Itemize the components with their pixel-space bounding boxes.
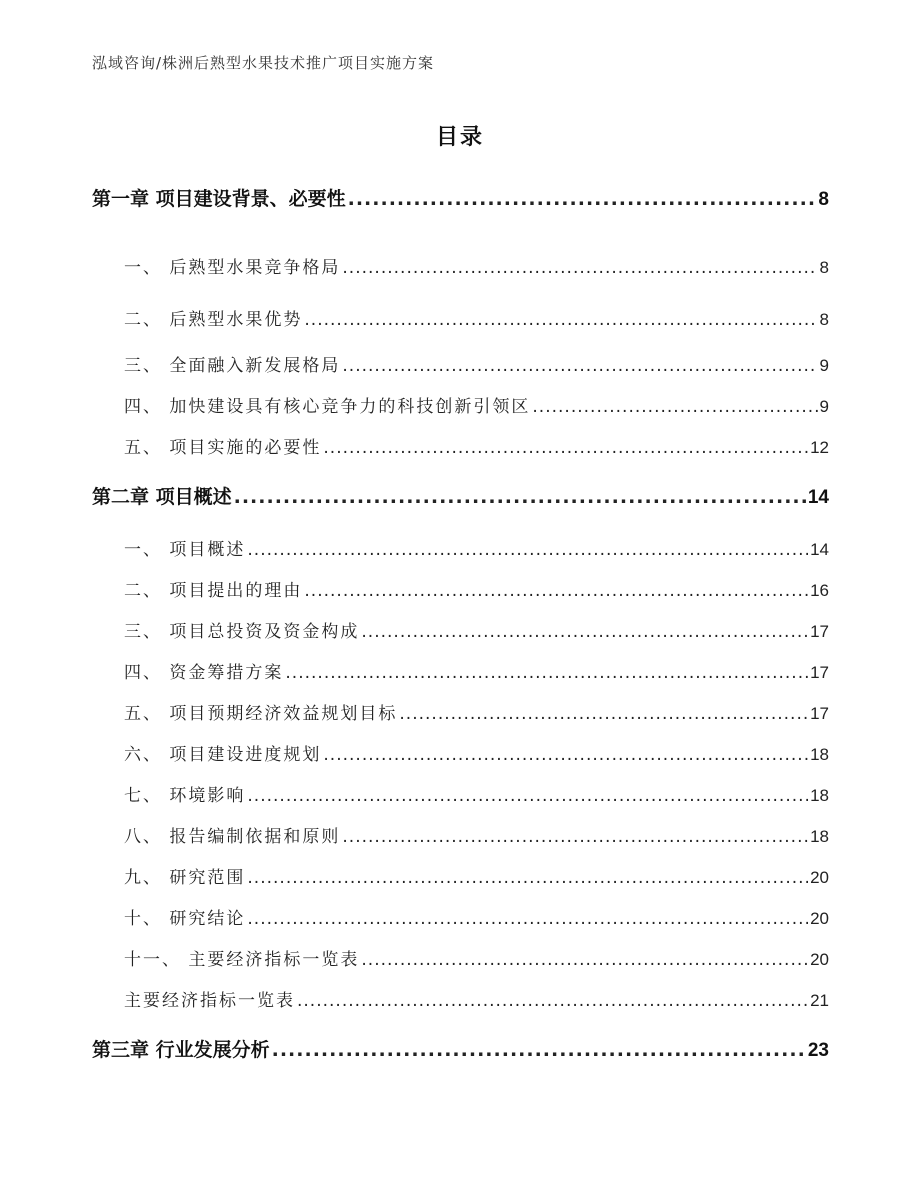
dot-leader bbox=[247, 868, 808, 888]
toc-section-entry[interactable] bbox=[92, 535, 829, 560]
dot-leader bbox=[532, 397, 817, 417]
toc-entry-label: 九、 研究范围 bbox=[124, 868, 246, 888]
toc-page-number: 17 bbox=[810, 622, 829, 641]
toc-section-entry[interactable] bbox=[92, 658, 829, 683]
toc-section-entry[interactable] bbox=[92, 576, 829, 601]
toc-entry-label: 四、 资金筹措方案 bbox=[124, 663, 284, 683]
toc-entry-label: 第一章 项目建设背景、必要性 bbox=[92, 188, 346, 210]
dot-leader bbox=[342, 258, 817, 278]
toc-page-number: 14 bbox=[810, 540, 829, 559]
toc-entry-label: 四、 加快建设具有核心竞争力的科技创新引领区 bbox=[124, 397, 531, 417]
toc-entry-label: 五、 项目实施的必要性 bbox=[124, 438, 322, 458]
toc-section-entry[interactable] bbox=[92, 253, 829, 278]
toc-entry-label: 八、 报告编制依据和原则 bbox=[124, 827, 341, 847]
dot-leader bbox=[361, 950, 808, 970]
dot-leader bbox=[342, 827, 808, 847]
toc-section-entry[interactable] bbox=[92, 392, 829, 417]
toc-page-number: 8 bbox=[818, 189, 829, 210]
toc-section-entry[interactable] bbox=[92, 351, 829, 376]
toc-entry-label: 五、 项目预期经济效益规划目标 bbox=[124, 704, 398, 724]
toc-page-number: 20 bbox=[810, 868, 829, 887]
dot-leader bbox=[348, 188, 817, 210]
dot-leader bbox=[399, 704, 808, 724]
dot-leader bbox=[272, 1039, 806, 1061]
dot-leader bbox=[361, 622, 808, 642]
dot-leader bbox=[234, 486, 806, 508]
toc-page-number: 17 bbox=[810, 704, 829, 723]
toc-section-entry[interactable] bbox=[92, 904, 829, 929]
toc-page-number: 18 bbox=[810, 786, 829, 805]
toc-page-number: 20 bbox=[810, 909, 829, 928]
toc-section-entry[interactable] bbox=[92, 433, 829, 458]
dot-leader bbox=[297, 991, 808, 1011]
toc-section-entry[interactable] bbox=[92, 617, 829, 642]
toc-page-number: 8 bbox=[819, 258, 829, 277]
toc-entry-label: 三、 项目总投资及资金构成 bbox=[124, 622, 360, 642]
dot-leader bbox=[304, 581, 808, 601]
dot-leader bbox=[342, 356, 817, 376]
toc-section-entry[interactable] bbox=[92, 945, 829, 970]
dot-leader bbox=[247, 540, 808, 560]
toc-page-number: 18 bbox=[810, 745, 829, 764]
toc-entry-label: 一、 后熟型水果竞争格局 bbox=[124, 258, 341, 278]
toc-section-entry[interactable] bbox=[92, 305, 829, 330]
toc-section-entry[interactable] bbox=[92, 699, 829, 724]
toc-entry-label: 七、 环境影响 bbox=[124, 786, 246, 806]
toc-entry-label: 主要经济指标一览表 bbox=[124, 991, 295, 1011]
toc-section-entry[interactable] bbox=[92, 781, 829, 806]
toc-page-number: 12 bbox=[810, 438, 829, 457]
toc-page-number: 20 bbox=[810, 950, 829, 969]
dot-leader bbox=[247, 786, 808, 806]
toc-page-number: 23 bbox=[807, 1040, 829, 1061]
toc-section-entry[interactable] bbox=[92, 740, 829, 765]
toc-entry-label: 六、 项目建设进度规划 bbox=[124, 745, 322, 765]
toc-entry-label: 二、 项目提出的理由 bbox=[124, 581, 303, 601]
toc-page-number: 18 bbox=[810, 827, 829, 846]
toc-page-number: 9 bbox=[819, 356, 829, 375]
toc-page-number: 9 bbox=[819, 397, 829, 416]
toc-chapter-entry[interactable] bbox=[92, 184, 829, 211]
toc-section-entry[interactable] bbox=[92, 986, 829, 1011]
toc-section-entry[interactable] bbox=[92, 822, 829, 847]
toc-page-number: 16 bbox=[810, 581, 829, 600]
toc-page-number: 14 bbox=[807, 487, 829, 508]
toc-chapter-entry[interactable] bbox=[92, 482, 829, 509]
dot-leader bbox=[323, 438, 808, 458]
dot-leader bbox=[323, 745, 808, 765]
toc-section-entry[interactable] bbox=[92, 863, 829, 888]
toc-title: 目录 bbox=[435, 125, 484, 150]
toc-entry-label: 第二章 项目概述 bbox=[92, 486, 232, 508]
toc-page-number: 8 bbox=[819, 310, 829, 329]
toc-entry-label: 十、 研究结论 bbox=[124, 909, 246, 929]
toc-entry-label: 一、 项目概述 bbox=[124, 540, 246, 560]
toc-entry-label: 第三章 行业发展分析 bbox=[92, 1039, 270, 1061]
toc-entry-label: 三、 全面融入新发展格局 bbox=[124, 356, 341, 376]
toc-entry-label: 二、 后熟型水果优势 bbox=[124, 310, 303, 330]
toc-entry-label: 十一、 主要经济指标一览表 bbox=[124, 950, 360, 970]
toc-page-number: 21 bbox=[810, 991, 829, 1010]
dot-leader bbox=[304, 310, 817, 330]
toc-chapter-entry[interactable] bbox=[92, 1035, 829, 1062]
dot-leader bbox=[285, 663, 808, 683]
toc-page-number: 17 bbox=[810, 663, 829, 682]
running-header: 泓域咨询/株洲后熟型水果技术推广项目实施方案 bbox=[92, 54, 435, 72]
dot-leader bbox=[247, 909, 808, 929]
